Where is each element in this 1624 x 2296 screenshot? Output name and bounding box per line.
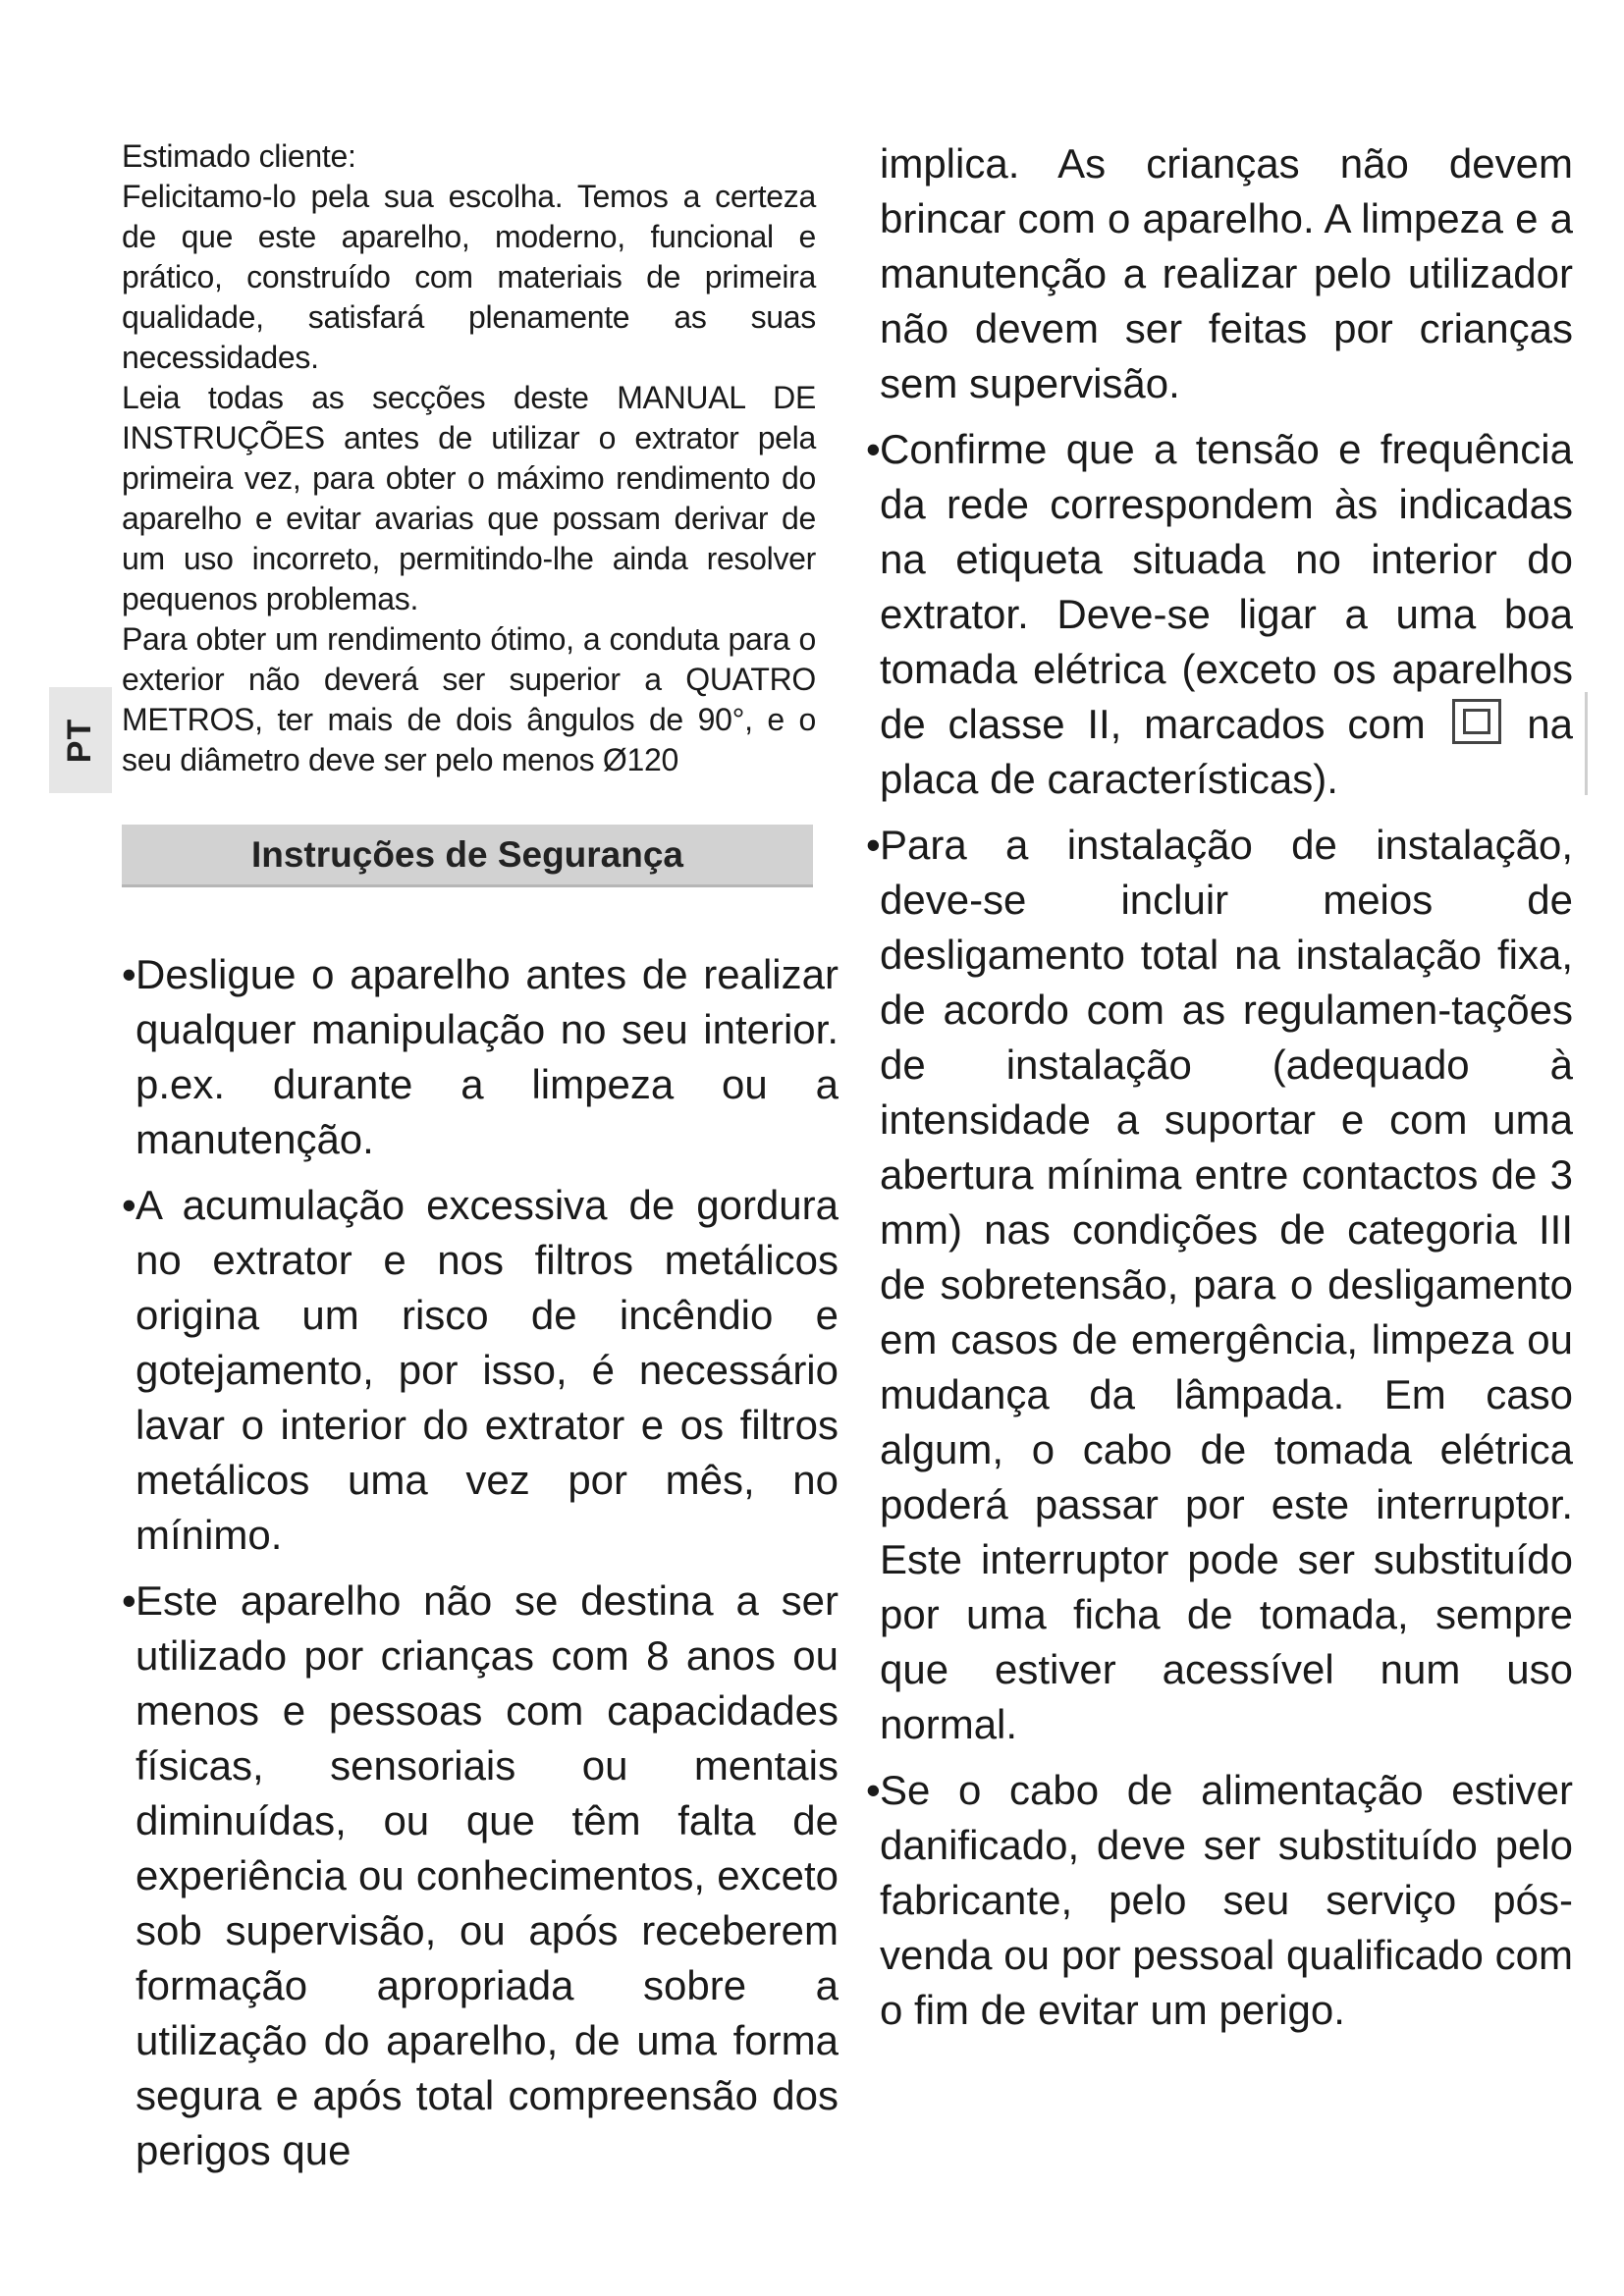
safety-item-grease: [122, 1178, 839, 1563]
safety-item-text: Confirme que a tensão e frequência da rede correspondem às indicadas na etiqueta situada no interior do extrator. Deve-se ligar a uma boa tomada elétrica (exceto os aparelhos de classe II, marcados com: [880, 426, 1573, 747]
bullet-marker: •: [866, 822, 881, 868]
language-tab: [49, 687, 112, 793]
safety-section-title: Instruções de Segurança: [250, 833, 684, 875]
bullet-marker: •: [122, 1577, 136, 1624]
class-ii-double-square-icon: [1452, 699, 1501, 744]
bullet-marker: •: [866, 426, 881, 472]
intro-paragraph-2: Leia todas as secções deste MANUAL DE INSTRUÇÕES antes de utilizar o extrator pela primeira vez, para obter o máximo rendimento do aparelho e evitar avarias que possam derivar de um uso incorreto, permitindo-lhe ainda resolver pequenos problemas.: [122, 380, 816, 616]
intro-paragraph-1: Felicitamo-lo pela sua escolha. Temos a certeza de que este aparelho, moderno, funcional e prático, construído com materiais de primeira qualidade, satisfará plenamente as suas necessidades.: [122, 179, 816, 375]
bullet-marker: •: [122, 1182, 136, 1228]
safety-column-left: [122, 947, 839, 2189]
intro-text: [122, 136, 816, 780]
safety-section-header: [122, 825, 813, 887]
safety-item-text: Se o cabo de alimentação estiver danificado, deve ser substituído pelo fabricante, pelo seu serviço pós-venda ou por pessoal qualificado com o fim de evitar um perigo.: [880, 1767, 1573, 2033]
bullet-marker: •: [122, 951, 136, 997]
safety-item-text: Para a instalação de instalação, deve-se incluir meios de desligamento total na instalação fixa, de acordo com as regulamen-tações de instalação (adequado à intensidade a suportar e com uma abertura mínima entre contactos de 3 mm) nas condições de categoria III de sobretensão, para o desligamento em casos de emergência, limpeza ou mudança da lâmpada. Em caso algum, o cabo de tomada elétrica poderá passar por este interruptor. Este interruptor pode ser substituído por uma ficha de tomada, sempre que estiver acessível num uso normal.: [880, 822, 1573, 1747]
language-tab-label: PT: [61, 718, 99, 763]
safety-item-text: Desligue o aparelho antes de realizar qualquer manipulação no seu interior. p.ex. durante a limpeza ou a manutenção.: [135, 951, 839, 1162]
intro-greeting: Estimado cliente:: [122, 138, 356, 174]
safety-item-disconnect: [866, 818, 1573, 1752]
intro-paragraph-3: Para obter um rendimento ótimo, a conduta para o exterior não deverá ser superior a QUATRO METROS, ter mais de dois ângulos de 90°, e o seu diâmetro deve ser pelo menos Ø120: [122, 621, 816, 777]
safety-item-children: [122, 1574, 839, 2178]
safety-column-right: [866, 136, 1573, 2049]
safety-item-text: A acumulação excessiva de gordura no extrator e nos filtros metálicos origina um risco de incêndio e gotejamento, por isso, é necessário lavar o interior do extrator e os filtros metálicos uma vez por mês, no mínimo.: [135, 1182, 839, 1558]
safety-item-voltage: [866, 422, 1573, 807]
safety-item-power-cable: [866, 1763, 1573, 2038]
safety-item-text-after-icon: na placa de características).: [880, 701, 1574, 802]
safety-item-text: Este aparelho não se destina a ser utilizado por crianças com 8 anos ou menos e pessoas com capacidades físicas, sensoriais ou mentais diminuídas, ou que têm falta de experiência ou conhecimentos, exceto sob supervisão, ou após receberem formação apropriada sobre a utilização do aparelho, de uma forma segura e após total compreensão dos perigos que: [135, 1577, 839, 2173]
bullet-marker: •: [866, 1767, 881, 1813]
safety-item-power-off: [122, 947, 839, 1167]
page-edge-rule: [1585, 692, 1588, 795]
safety-item-children-continued: implica. As crianças não devem brincar com o aparelho. A limpeza e a manutenção a realizar pelo utilizador não devem ser feitas por crianças sem supervisão.: [880, 140, 1573, 406]
